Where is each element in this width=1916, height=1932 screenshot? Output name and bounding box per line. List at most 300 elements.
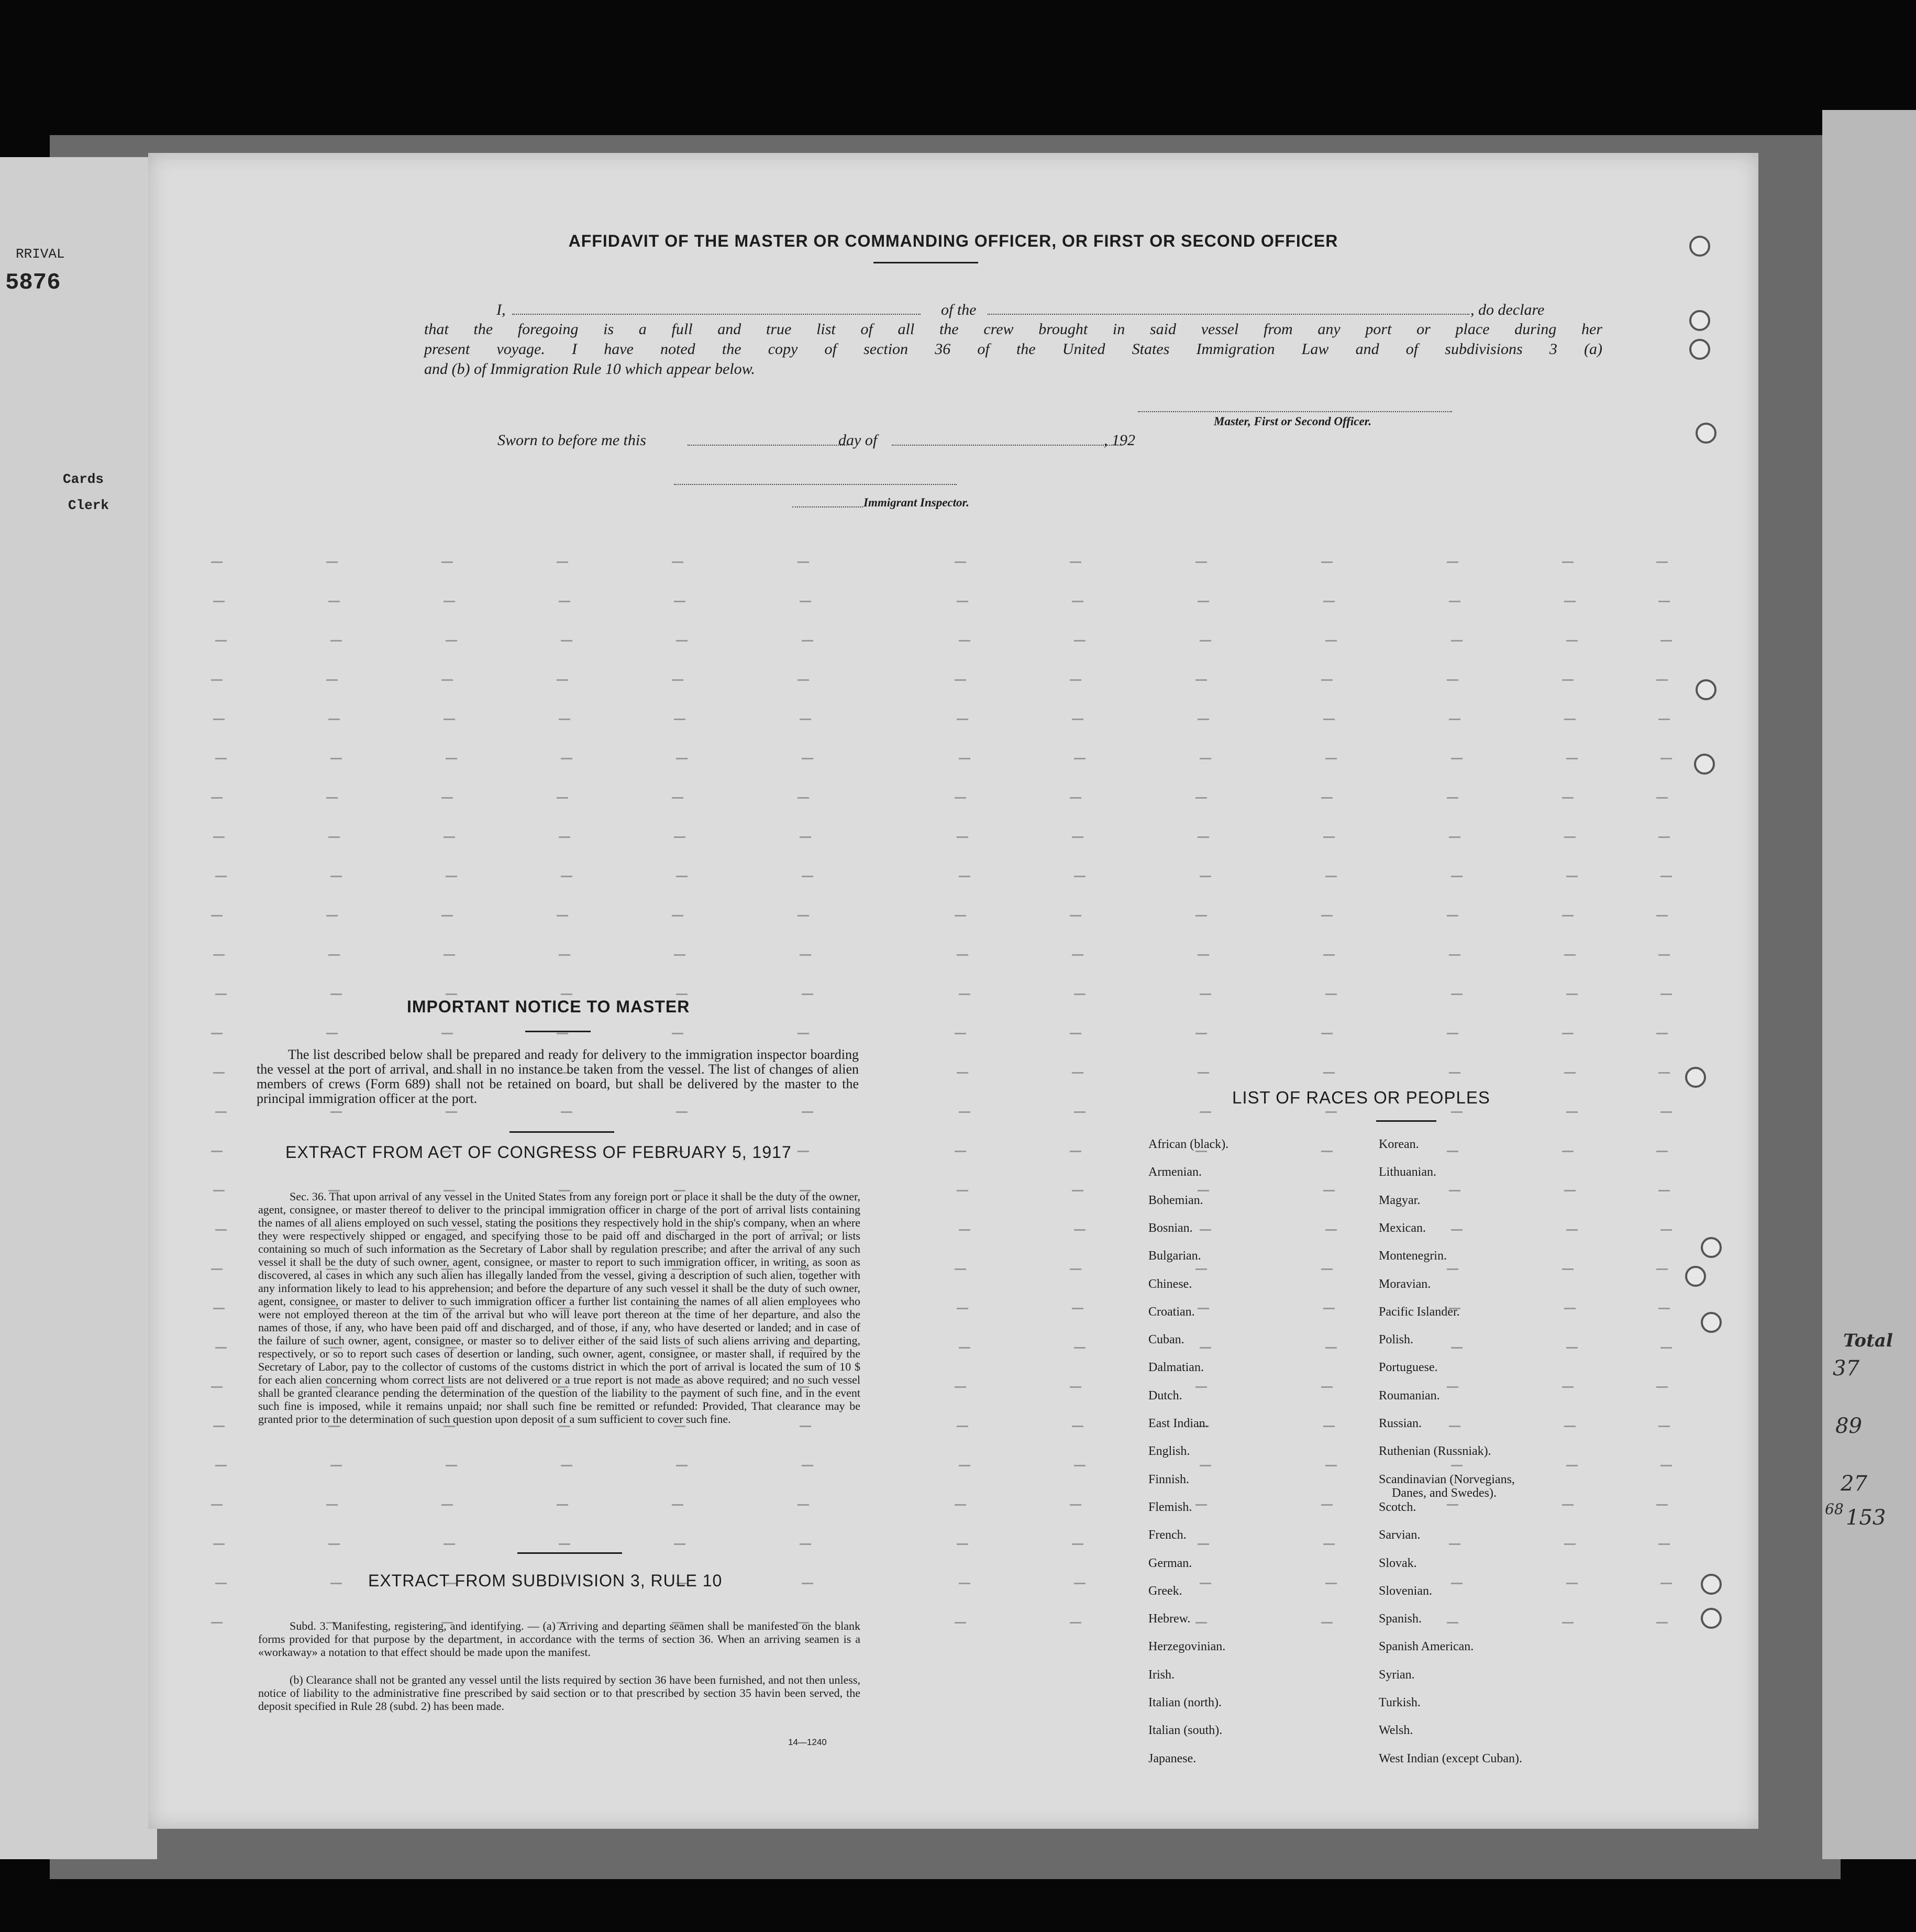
- race-item: Italian (north).: [1148, 1696, 1222, 1709]
- faded-dash-mark: [955, 1151, 966, 1152]
- notice-body: The list described below shall be prepared and ready for delivery to the immigration inspector boarding the vessel at the port of arrival, and shall in no instance be taken from the vessel. The list of changes of alien members of crews (Form 689) shall not be retained on board, but shall be delivered by the master to the principal immigration officer at the port.: [257, 1047, 859, 1106]
- clerk-label: Clerk: [68, 498, 109, 513]
- faded-dash-mark: [959, 876, 970, 877]
- faded-dash-mark: [1566, 1111, 1578, 1113]
- faded-dash-mark: [672, 1504, 683, 1506]
- faded-dash-mark: [1074, 1229, 1086, 1231]
- faded-dash-mark: [326, 561, 338, 563]
- race-item: Croatian.: [1148, 1305, 1195, 1319]
- left-underlying-page: [0, 157, 157, 1859]
- faded-dash-mark: [676, 758, 688, 759]
- faded-dash-mark: [1447, 1151, 1458, 1152]
- faded-dash-mark: [957, 1543, 968, 1545]
- race-item: Russian.: [1379, 1417, 1422, 1430]
- faded-dash-mark: [1564, 1190, 1576, 1191]
- faded-dash-mark: [955, 915, 966, 917]
- faded-dash-mark: [957, 954, 968, 956]
- race-item: Polish.: [1379, 1333, 1414, 1347]
- faded-dash-mark: [1321, 1386, 1333, 1388]
- faded-dash-mark: [446, 758, 457, 759]
- faded-dash-mark: [1321, 1033, 1333, 1034]
- faded-dash-mark: [959, 1111, 970, 1113]
- race-item: Welsh.: [1379, 1724, 1413, 1738]
- faded-dash-mark: [1200, 993, 1211, 995]
- faded-dash-mark: [1070, 1622, 1081, 1624]
- faded-dash-mark: [1451, 876, 1463, 877]
- faded-dash-mark: [1072, 836, 1083, 838]
- race-item: Pacific Islander.: [1379, 1305, 1460, 1319]
- faded-dash-mark: [1070, 1504, 1081, 1506]
- faded-dash-mark: [1564, 1426, 1576, 1427]
- faded-dash-mark: [1566, 876, 1578, 877]
- faded-dash-mark: [1070, 679, 1081, 681]
- faded-dash-mark: [444, 1426, 455, 1427]
- faded-dash-mark: [672, 915, 683, 917]
- faded-dash-mark: [1074, 1465, 1086, 1466]
- faded-dash-mark: [1323, 836, 1335, 838]
- faded-dash-mark: [1564, 1543, 1576, 1545]
- faded-dash-mark: [211, 1386, 223, 1388]
- race-item: Spanish American.: [1379, 1640, 1474, 1654]
- faded-dash-mark: [444, 836, 455, 838]
- binder-hole: [1696, 679, 1716, 700]
- faded-dash-mark: [1660, 758, 1672, 759]
- sworn-day-of: day of: [838, 432, 878, 449]
- faded-dash-mark: [798, 1504, 809, 1506]
- faded-dash-mark: [1562, 915, 1574, 917]
- faded-dash-mark: [1195, 797, 1207, 799]
- faded-dash-mark: [1198, 1308, 1209, 1309]
- race-item: Finnish.: [1148, 1472, 1190, 1486]
- faded-dash-mark: [1447, 561, 1458, 563]
- faded-dash-mark: [211, 1504, 223, 1506]
- inspector-signature-line: [674, 484, 957, 485]
- faded-dash-mark: [1072, 1426, 1083, 1427]
- faded-dash-mark: [215, 1583, 227, 1584]
- notice-title: IMPORTANT NOTICE TO MASTER: [407, 997, 690, 1016]
- faded-dash-mark: [1074, 1111, 1086, 1113]
- faded-dash-mark: [1072, 1190, 1083, 1191]
- faded-dash-mark: [1321, 1622, 1333, 1624]
- faded-dash-mark: [1562, 561, 1574, 563]
- faded-dash-mark: [1074, 758, 1086, 759]
- faded-dash-mark: [446, 876, 457, 877]
- race-item: Bosnian.: [1148, 1221, 1193, 1235]
- inspector-lead-dots: [792, 506, 863, 507]
- faded-dash-mark: [213, 1308, 225, 1309]
- faded-dash-mark: [959, 758, 970, 759]
- faded-dash-mark: [1447, 1033, 1458, 1034]
- faded-dash-mark: [957, 1426, 968, 1427]
- binder-hole: [1701, 1574, 1722, 1595]
- faded-dash-mark: [1449, 1190, 1460, 1191]
- faded-dash-mark: [1656, 561, 1668, 563]
- faded-dash-mark: [957, 719, 968, 720]
- faded-dash-mark: [326, 797, 338, 799]
- faded-dash-mark: [1449, 1426, 1460, 1427]
- faded-dash-mark: [328, 719, 340, 720]
- faded-dash-mark: [559, 954, 570, 956]
- race-item: Montenegrin.: [1379, 1249, 1447, 1263]
- faded-dash-mark: [1200, 1347, 1211, 1349]
- faded-dash-mark: [1451, 993, 1463, 995]
- faded-dash-mark: [1658, 601, 1670, 602]
- vessel-name-line: [988, 314, 1469, 315]
- faded-dash-mark: [672, 561, 683, 563]
- faded-dash-mark: [1449, 719, 1460, 720]
- faded-dash-mark: [1325, 1111, 1337, 1113]
- faded-dash-mark: [215, 758, 227, 759]
- faded-dash-mark: [1198, 601, 1209, 602]
- faded-dash-mark: [213, 601, 225, 602]
- faded-dash-mark: [959, 1347, 970, 1349]
- faded-dash-mark: [1070, 561, 1081, 563]
- race-item: Greek.: [1148, 1584, 1182, 1598]
- faded-dash-mark: [1074, 1583, 1086, 1584]
- faded-dash-mark: [1660, 876, 1672, 877]
- faded-dash-mark: [1449, 1543, 1460, 1545]
- faded-dash-mark: [446, 1111, 457, 1113]
- faded-dash-mark: [1195, 1268, 1207, 1270]
- faded-dash-mark: [1447, 1622, 1458, 1624]
- faded-dash-mark: [674, 719, 685, 720]
- faded-dash-mark: [1447, 797, 1458, 799]
- faded-dash-mark: [676, 1111, 688, 1113]
- faded-dash-mark: [561, 1111, 572, 1113]
- form-number: 14—1240: [788, 1737, 827, 1747]
- race-item: Bohemian.: [1148, 1193, 1203, 1207]
- faded-dash-mark: [1447, 679, 1458, 681]
- faded-dash-mark: [676, 993, 688, 995]
- faded-dash-mark: [1564, 1308, 1576, 1309]
- faded-dash-mark: [1195, 1386, 1207, 1388]
- faded-dash-mark: [1323, 1426, 1335, 1427]
- faded-dash-mark: [674, 1543, 685, 1545]
- faded-dash-mark: [798, 679, 809, 681]
- faded-dash-mark: [1656, 1386, 1668, 1388]
- race-item: Sarvian.: [1379, 1528, 1421, 1542]
- faded-dash-mark: [213, 719, 225, 720]
- race-item: Ruthenian (Russniak).: [1379, 1444, 1491, 1459]
- faded-dash-mark: [561, 993, 572, 995]
- faded-dash-mark: [1325, 758, 1337, 759]
- faded-dash-mark: [211, 679, 223, 681]
- faded-dash-mark: [955, 1033, 966, 1034]
- of-the-text: of the: [941, 301, 977, 318]
- faded-dash-mark: [1070, 1033, 1081, 1034]
- faded-dash-mark: [957, 836, 968, 838]
- faded-dash-mark: [1070, 797, 1081, 799]
- race-item: Lithuanian.: [1379, 1165, 1436, 1179]
- faded-dash-mark: [1656, 1151, 1668, 1152]
- act-extract-body: Sec. 36. That upon arrival of any vessel in the United States from any foreign port or place it shall be the duty of the owner, agent, consignee, or master thereof to deliver to the principal immigration officer in charge of the port of arrival lists containing the names of all aliens employed on such vessel, stating the positions they respectively hold in the ship's company, when an where they were respectively shipped or engaged, and specifying those to be paid off and discharged in the port of arrival; or lists containing so much of such information as the Secretary of Labor shall by regulation prescribe; and after the arrival of any such vessel it shall be the duty of such owner, agent, consignee, or master to report to such immigration officer, in writing, as soon as discovered, al cases in which any such alien has illegally landed from the vessel, giving a description of such alien, together with any information likely to lead to his apprehension; and before the departure of any such vessel it shall be the duty of such owner, agent, consignee, or master to deliver to such immigration officer a further list containing the names of all alien employees who were not employed thereon at the tim of the arrival but who will leave port thereon at the time of her departure, and also the names of those, if any, who have been paid off and discharged, and of those, if any, who have deserted or landed; and in case of the failure of such owner, agent, consignee, or master so to deliver either of the said lists of such aliens arriving and departing, respectively, or so to report such cases of desertion or landing, such owner, agent, consignee, or master shall, if required by the Secretary of Labor, pay to the collector of customs of the customs district in which the port of arrival is located the sum of 10 $ for each alien concerning whom correct lists are not delivered or a true report is not made as above required; and no such vessel shall be granted clearance pending the determination of the question of the liability to the payment of such fine, and in the event such fine is imposed, while it remains unpaid; nor shall such fine be remitted or refunded: Provided, That clearance may be granted prior to the determination of such question upon deposit of a sum sufficient to cover such fine.: [258, 1190, 860, 1426]
- faded-dash-mark: [955, 1504, 966, 1506]
- right-underlying-page: [1822, 110, 1916, 1859]
- arrival-label: RRIVAL: [16, 246, 65, 262]
- faded-dash-mark: [1195, 561, 1207, 563]
- binder-hole: [1689, 339, 1710, 360]
- faded-dash-mark: [1072, 954, 1083, 956]
- faded-dash-mark: [798, 797, 809, 799]
- faded-dash-mark: [1658, 836, 1670, 838]
- race-item: Slovenian.: [1379, 1584, 1432, 1598]
- race-item: Korean.: [1379, 1138, 1419, 1151]
- faded-dash-mark: [444, 954, 455, 956]
- race-item: Cuban.: [1148, 1333, 1184, 1347]
- faded-dash-mark: [1658, 1543, 1670, 1545]
- faded-dash-mark: [1198, 1190, 1209, 1191]
- race-item: Hebrew.: [1148, 1612, 1191, 1626]
- binder-hole: [1701, 1312, 1722, 1333]
- faded-dash-mark: [1325, 1465, 1337, 1466]
- race-item: Mexican.: [1379, 1221, 1426, 1235]
- faded-dash-mark: [1564, 1072, 1576, 1074]
- faded-dash-mark: [1660, 640, 1672, 642]
- faded-dash-mark: [1325, 1229, 1337, 1231]
- faded-dash-mark: [1447, 1386, 1458, 1388]
- faded-dash-mark: [676, 1465, 688, 1466]
- total-label: Total: [1843, 1330, 1893, 1351]
- faded-dash-mark: [1195, 1033, 1207, 1034]
- faded-dash-mark: [213, 1426, 225, 1427]
- faded-dash-mark: [674, 1426, 685, 1427]
- faded-dash-mark: [802, 758, 813, 759]
- faded-dash-mark: [1198, 1543, 1209, 1545]
- faded-dash-mark: [1070, 1268, 1081, 1270]
- act-extract-title: EXTRACT FROM ACT OF CONGRESS OF FEBRUARY 5, 1917: [285, 1143, 792, 1162]
- faded-dash-mark: [672, 679, 683, 681]
- faded-dash-mark: [955, 1622, 966, 1624]
- faded-dash-mark: [446, 993, 457, 995]
- race-item: East Indian.: [1148, 1417, 1209, 1430]
- faded-dash-mark: [1325, 1583, 1337, 1584]
- faded-dash-mark: [672, 797, 683, 799]
- faded-dash-mark: [1325, 993, 1337, 995]
- faded-dash-mark: [1566, 993, 1578, 995]
- faded-dash-mark: [1566, 1465, 1578, 1466]
- race-item: Scandinavian (Norvegians,: [1379, 1472, 1515, 1486]
- faded-dash-mark: [957, 1072, 968, 1074]
- faded-dash-mark: [559, 1543, 570, 1545]
- faded-dash-mark: [959, 640, 970, 642]
- binder-hole: [1701, 1608, 1722, 1629]
- race-item: Armenian.: [1148, 1165, 1202, 1179]
- faded-dash-mark: [1564, 836, 1576, 838]
- faded-dash-mark: [328, 836, 340, 838]
- faded-dash-mark: [1449, 954, 1460, 956]
- faded-dash-mark: [557, 1033, 568, 1034]
- faded-dash-mark: [955, 1268, 966, 1270]
- faded-dash-mark: [674, 836, 685, 838]
- faded-dash-mark: [1072, 1072, 1083, 1074]
- faded-dash-mark: [328, 601, 340, 602]
- race-item: West Indian (except Cuban).: [1379, 1751, 1522, 1765]
- faded-dash-mark: [1323, 719, 1335, 720]
- race-item: Portuguese.: [1379, 1361, 1438, 1375]
- total-value-2: 89: [1835, 1414, 1862, 1438]
- faded-dash-mark: [444, 1543, 455, 1545]
- race-item: Japanese.: [1148, 1751, 1197, 1765]
- race-item: German.: [1148, 1556, 1192, 1570]
- faded-dash-mark: [557, 1504, 568, 1506]
- faded-dash-mark: [959, 993, 970, 995]
- faded-dash-mark: [802, 1111, 813, 1113]
- faded-dash-mark: [1566, 758, 1578, 759]
- faded-dash-mark: [213, 1072, 225, 1074]
- faded-dash-mark: [802, 876, 813, 877]
- faded-dash-mark: [676, 640, 688, 642]
- race-item: Dalmatian.: [1148, 1361, 1204, 1375]
- faded-dash-mark: [1562, 1386, 1574, 1388]
- faded-dash-mark: [211, 1622, 223, 1624]
- faded-dash-mark: [1200, 1465, 1211, 1466]
- act-title-top-rule: [510, 1131, 614, 1133]
- faded-dash-mark: [1564, 954, 1576, 956]
- faded-dash-mark: [959, 1229, 970, 1231]
- faded-dash-mark: [800, 601, 811, 602]
- faded-dash-mark: [1451, 640, 1463, 642]
- race-item: Italian (south).: [1148, 1724, 1223, 1738]
- race-item: Spanish.: [1379, 1612, 1422, 1626]
- faded-dash-mark: [800, 1543, 811, 1545]
- faded-dash-mark: [1195, 1622, 1207, 1624]
- faded-dash-mark: [211, 797, 223, 799]
- total-value-4: 153: [1846, 1506, 1886, 1530]
- faded-dash-mark: [1562, 797, 1574, 799]
- faded-dash-mark: [215, 1465, 227, 1466]
- faded-dash-mark: [1562, 1033, 1574, 1034]
- do-declare-text: , do declare: [1470, 301, 1545, 318]
- faded-dash-mark: [957, 1308, 968, 1309]
- faded-dash-mark: [1658, 954, 1670, 956]
- faded-dash-mark: [1323, 954, 1335, 956]
- affidavit-line-3: present voyage. I have noted the copy of section 36 of the United States Immigration Law and of subdivisions 3 (a): [424, 340, 1602, 358]
- faded-dash-mark: [561, 640, 572, 642]
- faded-dash-mark: [1074, 876, 1086, 877]
- race-item: Roumanian.: [1379, 1388, 1440, 1403]
- faded-dash-mark: [1447, 1268, 1458, 1270]
- faded-dash-mark: [1562, 679, 1574, 681]
- faded-dash-mark: [1656, 915, 1668, 917]
- race-item: Danes, and Swedes).: [1392, 1486, 1497, 1500]
- faded-dash-mark: [559, 1426, 570, 1427]
- race-item: Irish.: [1148, 1668, 1175, 1682]
- faded-dash-mark: [215, 640, 227, 642]
- binder-hole: [1685, 1266, 1706, 1287]
- faded-dash-mark: [800, 719, 811, 720]
- faded-dash-mark: [1656, 1268, 1668, 1270]
- faded-dash-mark: [1070, 915, 1081, 917]
- faded-dash-mark: [1325, 640, 1337, 642]
- race-item: English.: [1148, 1444, 1190, 1459]
- races-title: LIST OF RACES OR PEOPLES: [1232, 1088, 1490, 1107]
- faded-dash-mark: [1323, 601, 1335, 602]
- faded-dash-mark: [444, 601, 455, 602]
- faded-dash-mark: [330, 758, 342, 759]
- faded-dash-mark: [557, 797, 568, 799]
- faded-dash-mark: [1566, 1347, 1578, 1349]
- notice-title-rule: [525, 1031, 591, 1032]
- signature-caption: Master, First or Second Officer.: [1214, 415, 1372, 428]
- faded-dash-mark: [1072, 601, 1083, 602]
- faded-dash-mark: [1198, 954, 1209, 956]
- faded-dash-mark: [1321, 1268, 1333, 1270]
- faded-dash-mark: [213, 954, 225, 956]
- faded-dash-mark: [802, 640, 813, 642]
- faded-dash-mark: [441, 1504, 453, 1506]
- faded-dash-mark: [1200, 1229, 1211, 1231]
- faded-dash-mark: [213, 1190, 225, 1191]
- faded-dash-mark: [215, 1111, 227, 1113]
- faded-dash-mark: [1321, 1151, 1333, 1152]
- faded-dash-mark: [955, 561, 966, 563]
- faded-dash-mark: [1660, 1583, 1672, 1584]
- faded-dash-mark: [330, 1465, 342, 1466]
- affidavit-title-rule: [873, 262, 978, 263]
- faded-dash-mark: [1200, 758, 1211, 759]
- faded-dash-mark: [674, 954, 685, 956]
- sworn-year: , 192: [1104, 432, 1135, 449]
- binder-hole: [1689, 236, 1710, 257]
- faded-dash-mark: [798, 915, 809, 917]
- faded-dash-mark: [1451, 1583, 1463, 1584]
- faded-dash-mark: [330, 876, 342, 877]
- faded-dash-mark: [800, 1426, 811, 1427]
- faded-dash-mark: [1566, 1229, 1578, 1231]
- faded-dash-mark: [215, 1347, 227, 1349]
- faded-dash-mark: [672, 1033, 683, 1034]
- race-item: Syrian.: [1379, 1668, 1415, 1682]
- faded-dash-mark: [326, 1033, 338, 1034]
- faded-dash-mark: [446, 640, 457, 642]
- faded-dash-mark: [1451, 1111, 1463, 1113]
- faded-dash-mark: [561, 758, 572, 759]
- faded-dash-mark: [1070, 1386, 1081, 1388]
- affidavit-title: AFFIDAVIT OF THE MASTER OR COMMANDING OFFICER, OR FIRST OR SECOND OFFICER: [568, 231, 1338, 250]
- faded-dash-mark: [557, 915, 568, 917]
- faded-dash-mark: [800, 836, 811, 838]
- faded-dash-mark: [328, 1543, 340, 1545]
- faded-dash-mark: [957, 601, 968, 602]
- faded-dash-mark: [1323, 1543, 1335, 1545]
- faded-dash-mark: [330, 1583, 342, 1584]
- faded-dash-mark: [330, 640, 342, 642]
- faded-dash-mark: [1449, 836, 1460, 838]
- faded-dash-mark: [1658, 719, 1670, 720]
- faded-dash-mark: [1200, 640, 1211, 642]
- faded-dash-mark: [328, 954, 340, 956]
- faded-dash-mark: [215, 876, 227, 877]
- faded-dash-mark: [1451, 1229, 1463, 1231]
- race-item: Dutch.: [1148, 1388, 1182, 1403]
- faded-dash-mark: [1660, 1465, 1672, 1466]
- faded-dash-mark: [1658, 1072, 1670, 1074]
- faded-dash-mark: [1562, 1622, 1574, 1624]
- faded-dash-mark: [1074, 640, 1086, 642]
- master-name-line: [512, 314, 921, 315]
- faded-dash-mark: [1323, 1190, 1335, 1191]
- faded-dash-mark: [559, 719, 570, 720]
- faded-dash-mark: [1564, 601, 1576, 602]
- faded-dash-mark: [326, 679, 338, 681]
- faded-dash-mark: [1072, 1543, 1083, 1545]
- faded-dash-mark: [1072, 719, 1083, 720]
- faded-dash-mark: [559, 836, 570, 838]
- faded-dash-mark: [1200, 1583, 1211, 1584]
- binder-hole: [1701, 1237, 1722, 1258]
- race-item: Bulgarian.: [1148, 1249, 1201, 1263]
- faded-dash-mark: [215, 993, 227, 995]
